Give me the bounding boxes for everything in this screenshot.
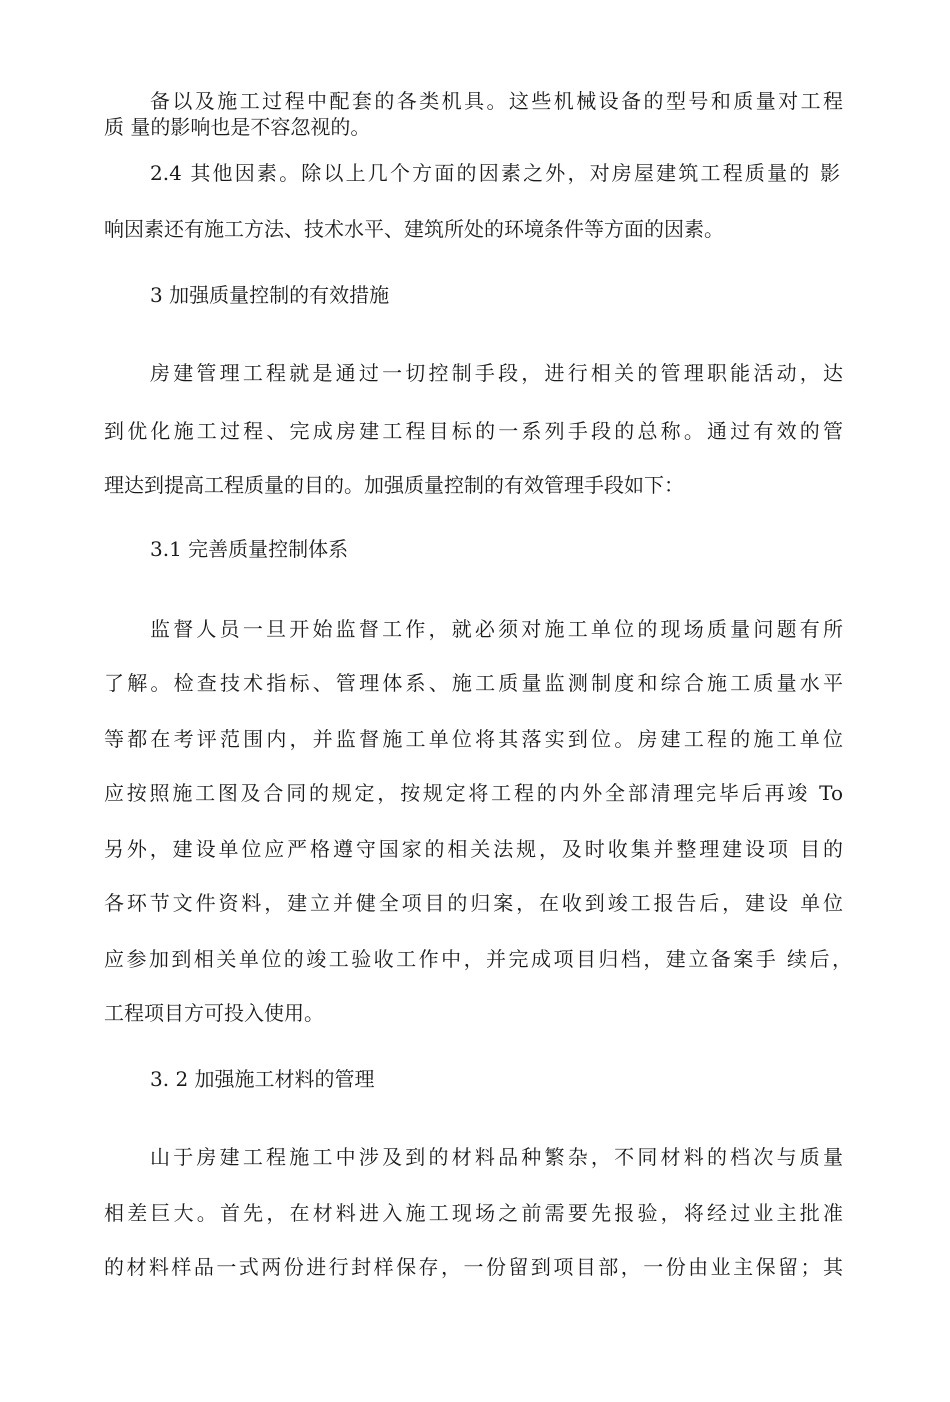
paragraph-line: 应参加到相关单位的竣工验收工作中，并完成项目归档，建立备案手 续后， [104,947,852,971]
paragraph-line: 各环节文件资料，建立并健全项目的归案，在收到竣工报告后，建设 单位 [104,891,843,915]
section-heading: 3 加强质量控制的有效措施 [150,283,390,307]
paragraph-line: 到优化施工过程、完成房建工程目标的一系列手段的总称。通过有效的管 [104,419,843,443]
paragraph-line: 工程项目方可投入使用。 [104,1001,324,1025]
paragraph-line: 等都在考评范围内，并监督施工单位将其落实到位。房建工程的施工单位 [104,727,843,751]
paragraph-line: 理达到提高工程质量的目的。加强质量控制的有效管理手段如下： [104,473,684,497]
paragraph-line: 监督人员一旦开始监督工作，就必须对施工单位的现场质量问题有所 [150,617,843,641]
paragraph-line: 山于房建工程施工中涉及到的材料品种繁杂，不同材料的档次与质量 [150,1145,843,1169]
paragraph-line: 应按照施工图及合同的规定，按规定将工程的内外全部清理完毕后再竣 To [104,781,843,805]
paragraph-line: 质 量的影响也是不容忽视的。 [104,115,371,139]
paragraph-line: 备以及施工过程中配套的各类机具。这些机械设备的型号和质量对工程 [150,89,843,113]
paragraph-line: 另外，建设单位应严格遵守国家的相关法规，及时收集并整理建设项 目的 [104,837,843,861]
paragraph-line: 相差巨大。首先，在材料进入施工现场之前需要先报验，将经过业主批准 [104,1201,843,1225]
section-heading-line: 2.4 其他因素。除以上几个方面的因素之外，对房屋建筑工程质量的 影 [150,161,840,185]
paragraph-line: 房建管理工程就是通过一切控制手段，进行相关的管理职能活动，达 [150,361,843,385]
section-heading: 3. 2 加强施工材料的管理 [150,1067,375,1091]
paragraph-line: 的材料样品一式两份进行封样保存，一份留到项目部，一份由业主保留；其 [104,1255,843,1279]
paragraph-line: 了解。检查技术指标、管理体系、施工质量监测制度和综合施工质量水平 [104,671,843,695]
section-heading: 3.1 完善质量控制体系 [150,537,349,561]
paragraph-line: 响因素还有施工方法、技术水平、建筑所处的环境条件等方面的因素。 [104,217,724,241]
